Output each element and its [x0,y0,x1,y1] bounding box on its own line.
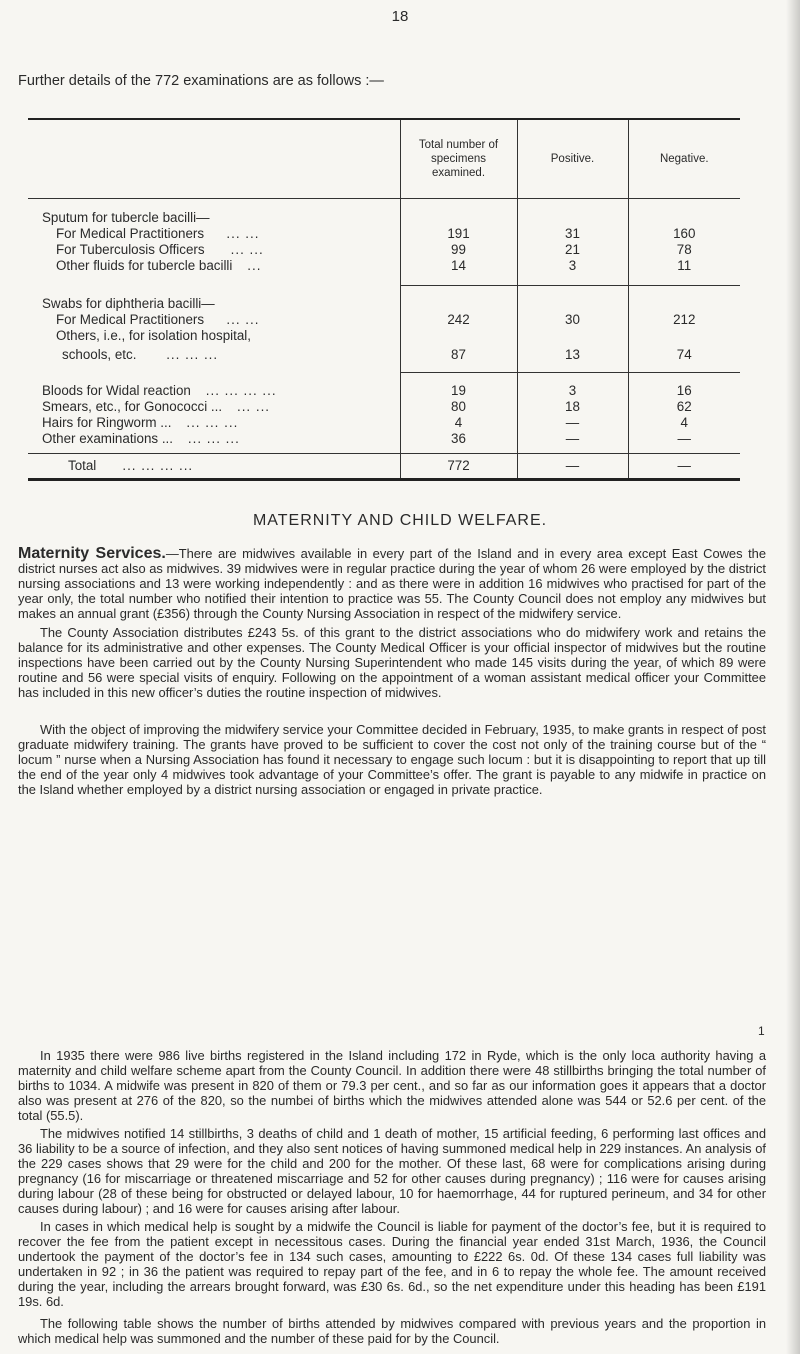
total-cell: 191 99 14 [400,199,517,286]
header-blank [28,120,400,199]
total-cell: 242 87 [400,286,517,373]
row-label: For Medical Practitioners ... ... [56,226,260,241]
table-group-swabs [28,286,740,373]
total-cell: 19 80 4 36 [400,373,517,454]
section-heading: MATERNITY AND CHILD WELFARE. [252,512,548,529]
negative-cell: 160 78 11 [628,199,740,286]
row-label: Others, i.e., for isolation hospital, [56,327,252,343]
negative-cell: 212 74 [628,286,740,373]
page-edge-shadow [786,0,800,1354]
header-negative: Negative. [628,120,740,199]
total-total-cell: 772 [400,454,517,479]
group-label-cell [28,373,400,454]
negative-cell: 16 62 4 — [628,373,740,454]
total-positive-cell: — [517,454,628,479]
table-group-sputum [28,199,740,286]
paragraph-maternity-services: Maternity Services.—There are midwives available in every part of the Island and in every area except East Cowes the district nurses act also as midwives. 39 midwives were in regular practice during the year of whom 26 were employed by the district nursing associations and 13 were working independently : and as there were in addition 16 midwives who practised for part of the year only, the total number who notified their intention to practice was 55. The County Council does not employ any midwives but makes an annual grant (£356) through the County Nursing Association in respect of the midwifery service. [18,545,766,621]
group-heading: Swabs for diphtheria bacilli— [42,295,215,311]
row-label: Bloods for Widal reaction ... ... ... ... [42,382,277,398]
table-bottom-rule [28,478,740,481]
group-heading: Sputum for tubercle bacilli— [42,210,210,225]
group-label-cell [28,286,400,373]
positive-cell: 3 18 — — [517,373,628,454]
examinations-table [28,118,740,481]
paragraph-county-association: The County Association distributes £243 5s. of this grant to the district associations who do midwifery work and retains the balance for its administrative and other expenses. The County Medical Officer is your official inspector of midwives but the routine inspections have been carried out by the County Nursing Superintendent who made 145 visits during the year, of which 89 were routine and 56 were special visits of enquiry. Following on the appointment of a woman assistant medical officer your Committee has included in this new officer’s duties the routine inspection of midwives. [18,625,766,700]
row-label: Other fluids for tubercle bacilli ... [56,258,262,273]
page-number: 18 [391,8,409,25]
row-label: Other examinations ... ... ... ... [42,430,240,446]
header-positive: Positive. [517,120,628,199]
paragraph-post-graduate-training: With the object of improving the midwifery service your Committee decided in February, 1935, to make grants in respect of post graduate midwifery training. The grants have proved to be sufficient to cover the cost not only of the training course but of the “ locum ” nurse when a Nursing Association has found it necessary to engage such locum : but it is disappointing to report that up till the end of the year only 4 midwives took advantage of your Committee’s offer. The grant is payable to any midwife in practice on the Island whether employed by a district nursing association or engaged in private practice. [18,722,766,797]
paragraph-following-table: The following table shows the number of births attended by midwives compared with previous years and the proportion in which medical help was summoned and the number of these paid for by the Council. [18,1316,766,1346]
table-group-other [28,373,740,454]
row-label-continuation: schools, etc. ... ... ... [62,346,219,362]
row-label: Smears, etc., for Gonococci ... ... ... [42,398,271,414]
total-label-cell: Total ... ... ... ... [68,458,194,473]
paragraph-medical-help-fees: In cases in which medical help is sought by a midwife the Council is liable for payment of the doctor’s fee, but it is required to recover the fee from the patient except in necessitous cases. During the financial year ended 31st March, 1936, the Council undertook the payment of the doctor’s fee in 134 such cases, amounting to £222 6s. 0d. Of these 134 cases full liability was undertaken in 92 ; in 36 the patient was required to repay part of the fee, and in 6 to repay the whole fee. The amount received during the year, including the arrears brought forward, was £30 6s. 6d., so the net expenditure under this heading has been £191 19s. 6d. [18,1219,766,1309]
row-label: Hairs for Ringworm ... ... ... ... [42,414,239,430]
paragraph-lead: Maternity Services. [18,545,166,562]
row-label: For Tuberculosis Officers ... ... [56,242,264,257]
positive-cell: 31 21 3 [517,199,628,286]
total-negative-cell: — [628,454,740,479]
header-total: Total number of specimens examined. [400,120,517,199]
paragraph-midwives-notified: The midwives notified 14 stillbirths, 3 deaths of child and 1 death of mother, 15 artificial feeding, 6 performing last offices and 36 liability to be a source of infection, and they also sent notices of having summoned medical help in 229 instances. An analysis of the 229 cases shows that 29 were for the child and 200 for the mother. Of these last, 68 were for complications arising during pregnancy (16 for miscarriage or threatened miscarriage and 52 for other causes during pregnancy) ; 116 were for causes arising during labour (28 of these being for obstructed or delayed labour, 10 for haemorrhage, 44 for ruptured perineum, and 34 for other causes during labour) ; and 16 were for causes arising after labour. [18,1126,766,1216]
paragraph-births-1935: In 1935 there were 986 live births registered in the Island including 172 in Ryde, which is the only loca authority having a maternity and child welfare scheme apart from the County Council. In addition there were 48 stillbirths bringing the total number of births to 1034. A midwife was present in 820 of them or 79.3 per cent., and so far as our information goes it appears that a doctor also was present at 276 of the 820, so the numbei of births which the midwives attended alone was 544 or 52.6 per cent. of the total (55.5). [18,1048,766,1123]
group-label-cell [28,199,400,286]
table-total-row [28,454,740,479]
positive-cell: 30 13 [517,286,628,373]
table-header-row [28,120,740,199]
stray-mark: 1 [758,1024,765,1038]
intro-text: Further details of the 772 examinations are as follows :— [18,73,384,89]
row-label: For Medical Practitioners ... ... [56,311,260,327]
